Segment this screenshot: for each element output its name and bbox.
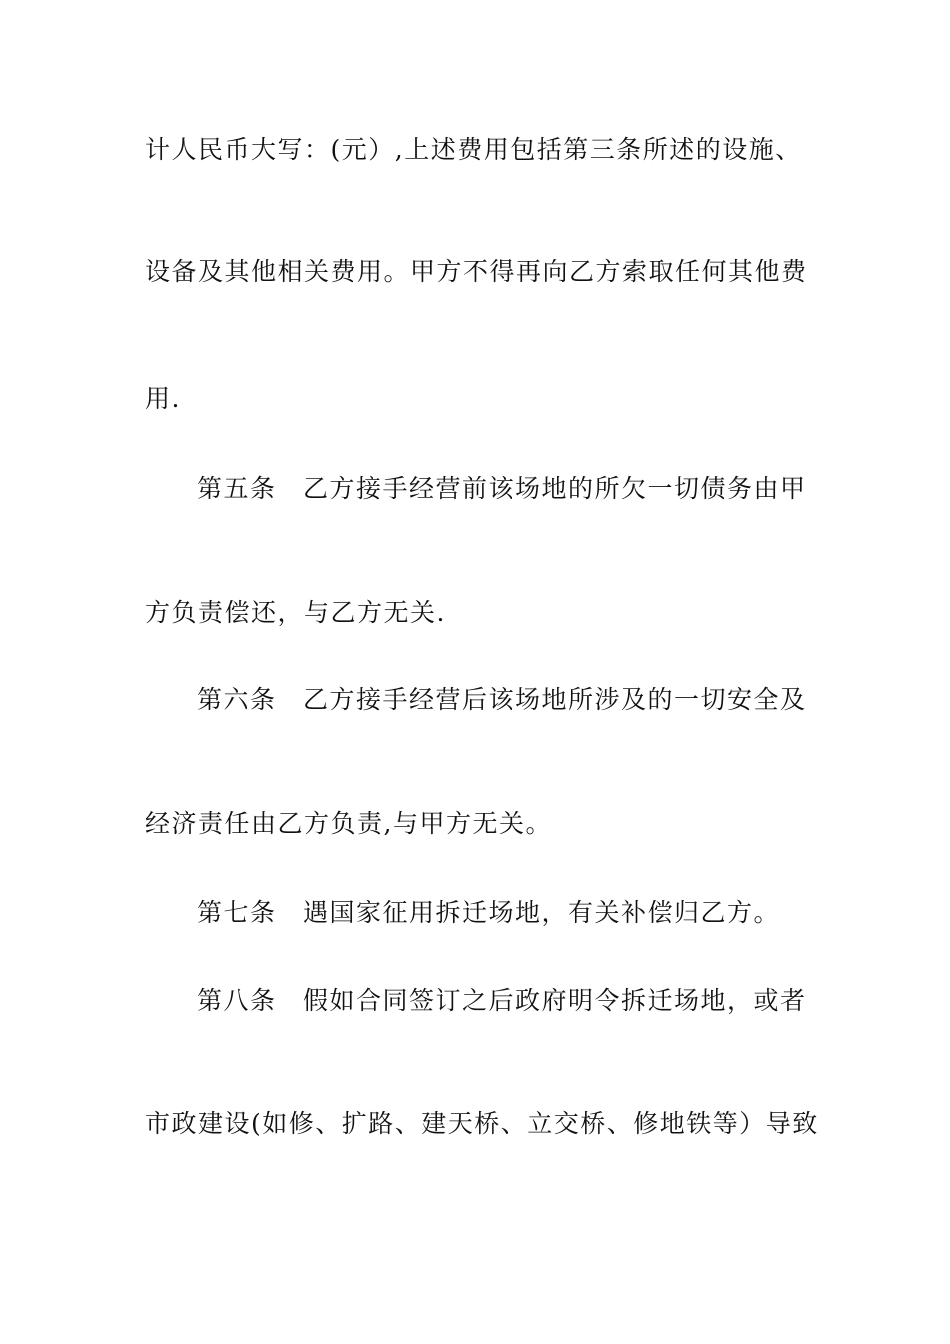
article-7-line-1: 第七条 遇国家征用拆迁场地，有关补偿归乙方。 [197, 898, 781, 927]
article-5-line-2: 方负责偿还，与乙方无关. [145, 598, 446, 627]
article-8-line-1: 第八条 假如合同签订之后政府明令拆迁场地，或者 [197, 986, 807, 1015]
article-8-line-2: 市政建设(如修、扩路、建天桥、立交桥、修地铁等）导致 [145, 1109, 819, 1138]
article-5-line-1: 第五条 乙方接手经营前该场地的所欠一切债务由甲 [197, 474, 807, 503]
text-line-3: 用. [145, 384, 181, 413]
article-6-line-2: 经济责任由乙方负责,与甲方无关。 [145, 809, 552, 838]
text-line-1: 计人民币大写：(元）,上述费用包括第三条所述的设施、 [145, 135, 802, 164]
text-line-2: 设备及其他相关费用。甲方不得再向乙方索取任何其他费 [145, 257, 808, 286]
article-6-line-1: 第六条 乙方接手经营后该场地所涉及的一切安全及 [197, 685, 807, 714]
